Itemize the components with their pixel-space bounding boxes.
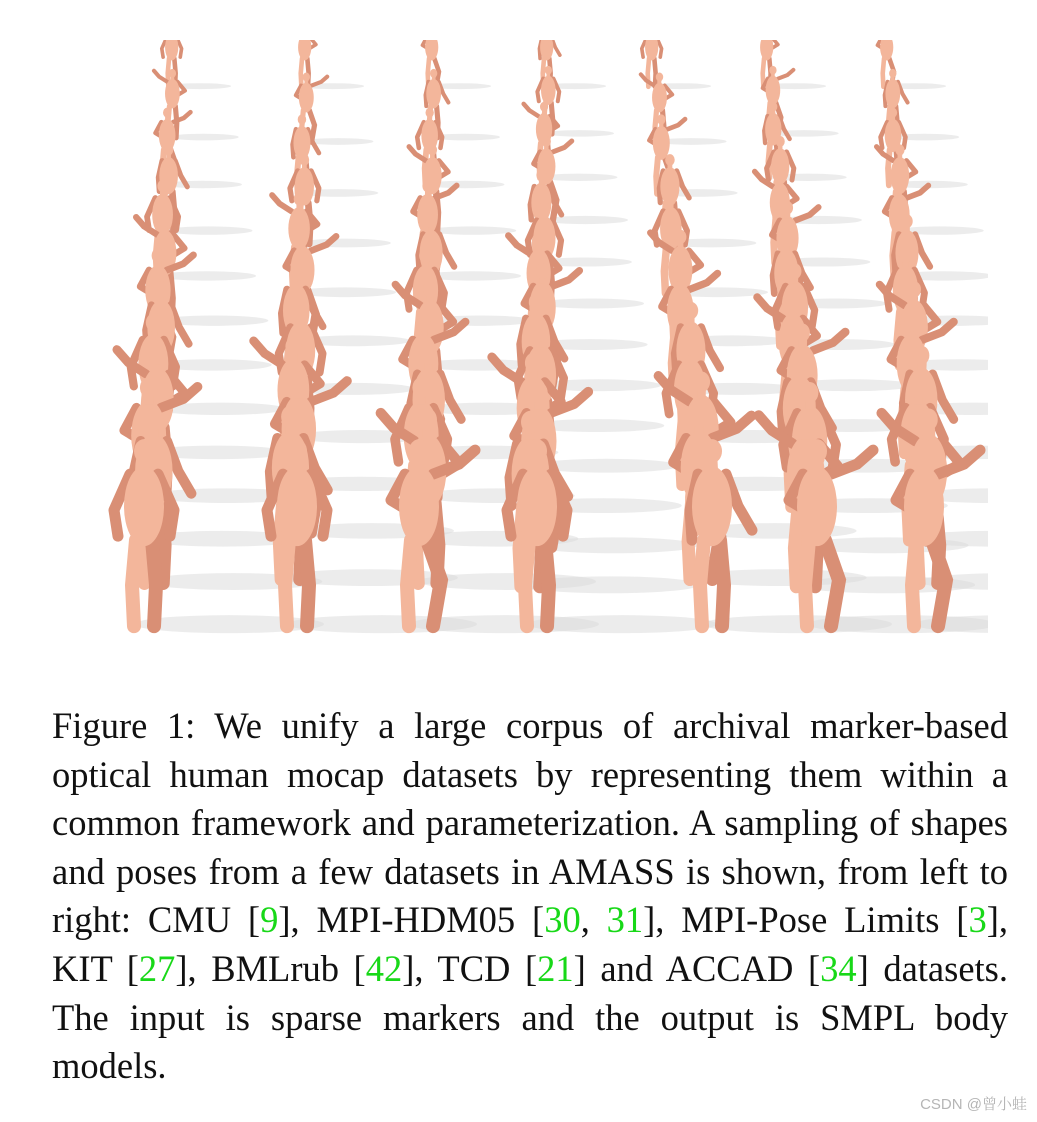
caption-text: Figure 1: We unify a large corpus of archival marker-based optical human mocap datasets by representing them within a common framework and parameterization. A sampling of shapes and poses from a few datasets in AMASS is shown, from left to right: CMU [ [52,705,1008,941]
caption-text: ], BMLrub [ [175,947,366,989]
citation-link[interactable]: 30 [544,899,581,941]
body-model [288,40,316,87]
caption-text: ], TCD [ [402,947,538,989]
shadow-shape [527,615,717,633]
dataset-column [641,40,752,626]
caption-text: ] and ACCAD [ [573,947,821,989]
citation-link[interactable]: 34 [820,947,857,989]
watermark: CSDN @曾小蛙 [920,1096,1027,1113]
shadow-shape [169,134,239,141]
dataset-column [254,40,347,626]
citation-link[interactable]: 27 [138,947,176,989]
figure-caption [52,702,1008,1091]
figure-image [78,40,988,670]
body-model [422,40,450,87]
caption-text: ], KIT [ [52,899,1008,989]
caption-text: ], MPI-Pose Limits [ [643,899,969,941]
shadow-shape [300,239,391,248]
caption-text: , [580,899,607,941]
citation-link[interactable]: 42 [365,947,403,989]
citation-link[interactable]: 9 [260,899,279,941]
citation-link[interactable]: 3 [968,899,987,941]
citation-link[interactable]: 21 [537,947,574,989]
caption-text: ] datasets. The input is sparse markers and the output is SMPL body models. [52,947,1009,1087]
citation-link[interactable]: 31 [606,899,644,941]
caption-text: ], MPI-HDM05 [ [278,899,545,941]
shadow-shape [545,130,614,137]
